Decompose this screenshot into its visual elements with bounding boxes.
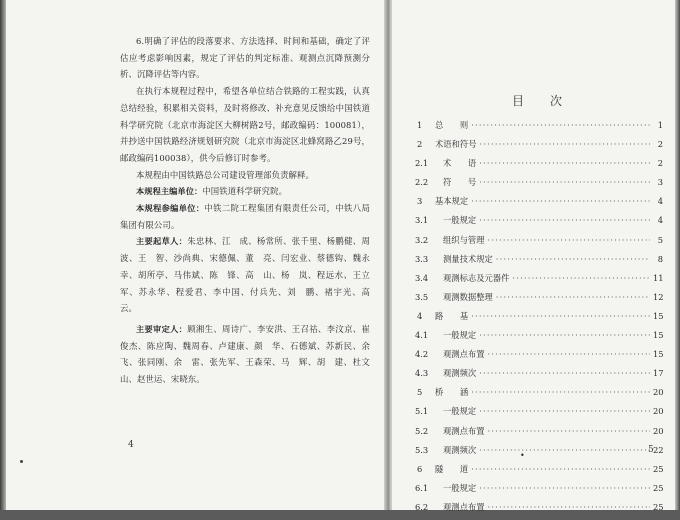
toc-leader-dots <box>479 330 650 340</box>
toc-leader-dots <box>479 483 650 493</box>
toc-entry-page: 2 <box>657 139 663 150</box>
toc-leader-dots <box>479 215 650 225</box>
toc-entry-page: 22 <box>653 444 664 455</box>
scan-dot: • <box>520 451 525 460</box>
participants-line <box>120 200 370 233</box>
toc-entry <box>405 367 663 386</box>
toc-entry-title: 桥 涵 <box>435 387 469 398</box>
toc-entry-number: 4.3 <box>415 368 429 379</box>
toc-entry-title: 一般规定 <box>443 406 477 417</box>
page-number-right: 5 <box>648 445 654 455</box>
reviewers-line <box>120 321 379 388</box>
toc-entry <box>405 272 663 291</box>
toc-leader-dots <box>479 158 650 168</box>
page-edge-shadow <box>0 0 6 510</box>
toc-entry-number: 3.1 <box>415 215 429 226</box>
toc-leader-dots <box>480 139 651 149</box>
toc-leader-dots <box>496 254 650 264</box>
toc-entry-page: 20 <box>653 406 664 417</box>
toc-entry-page: 4 <box>657 215 663 226</box>
toc-entry-title: 测量技术规定 <box>443 253 493 264</box>
toc-entry-title: 术语和符号 <box>435 139 477 150</box>
toc-entry-page: 15 <box>653 330 664 341</box>
toc-entry-number: 4.1 <box>415 330 429 341</box>
toc-leader-dots <box>471 196 650 206</box>
toc-entry-page: 2 <box>657 158 663 169</box>
toc-entry-number: 2.1 <box>415 158 429 169</box>
toc-leader-dots <box>496 292 650 302</box>
toc-entry-number: 1 <box>417 120 423 130</box>
toc-entry <box>405 138 663 157</box>
toc-entry-title: 隧 道 <box>435 463 469 474</box>
editor-in-chief-value: 中国铁道科学研究院。 <box>202 186 288 197</box>
toc-entry-title: 一般规定 <box>443 330 477 341</box>
paragraph-interpretation: 本规程由中国铁路总公司建设管理部负责解释。 <box>136 169 314 180</box>
toc-leader-dots <box>512 273 650 283</box>
paragraph-feedback: 在执行本规程过程中，希望各单位结合铁路的工程实践，认真总结经验，积累相关资料，及时将修改、补充意见反馈给中国铁道科学研究院（北京市海淀区大柳树路2号，邮政编码：100081），并抄送中国铁路经济规划研究院（北京市海淀区北蜂窝路乙29号，邮政编码100038），供今后修订时参考。 <box>120 86 370 163</box>
toc-entry-page: 3 <box>657 177 663 188</box>
toc-entry-title: 基本规定 <box>435 196 469 207</box>
participants-value: 中铁二院工程集团有限责任公司，中铁八局集团有限公司。 <box>120 203 370 230</box>
preface-text <box>120 33 379 388</box>
toc-entry-page: 20 <box>653 387 664 398</box>
toc-entry-number: 4 <box>417 310 423 321</box>
toc-entry-number: 3.4 <box>415 272 429 283</box>
toc-entry <box>405 329 663 348</box>
toc-entry-page: 11 <box>653 272 664 283</box>
participants-label: 本规程参编单位： <box>136 203 205 214</box>
toc-entry-page: 20 <box>653 425 664 436</box>
toc-leader-dots <box>471 311 650 321</box>
toc-entry-number: 2 <box>417 139 423 150</box>
toc-entry-title: 观测标志及元器件 <box>443 272 510 283</box>
toc-leader-dots <box>479 368 650 378</box>
toc-entry-number: 3.2 <box>415 234 429 245</box>
editor-in-chief-label: 本规程主编单位： <box>136 186 203 197</box>
toc-entry <box>405 157 663 176</box>
toc-leader-dots <box>471 387 650 397</box>
toc-leader-dots <box>471 464 650 474</box>
toc-entry-title: 观测点布置 <box>443 425 485 436</box>
toc-entry-title: 观测点布置 <box>443 501 485 512</box>
toc-entry <box>405 119 663 138</box>
toc-entry-number: 5.3 <box>415 444 429 455</box>
toc-entry <box>405 501 663 520</box>
toc-entry-page: 15 <box>653 310 664 321</box>
toc-entry-title: 组织与管理 <box>443 234 485 245</box>
toc-entry-page: 8 <box>657 253 663 264</box>
paragraph-item-6: 6.明确了评估的段落要求、方法选择、时间和基础，确定了评估应考虑影响因素，规定了评估的判定标准、观测点沉降预测分析、沉降评估等内容。 <box>120 36 370 80</box>
table-of-contents <box>405 119 663 520</box>
toc-entry <box>405 310 663 329</box>
toc-entry-page: 12 <box>653 291 664 302</box>
toc-entry <box>405 405 663 424</box>
toc-entry-number: 6 <box>417 463 423 474</box>
toc-leader-dots <box>479 445 650 455</box>
scan-speck <box>20 460 23 463</box>
toc-entry-number: 3.5 <box>415 291 429 302</box>
drafters-value: 朱忠林、江 成、杨常所、张千里、杨鹏健、周 波、王 智、沙尚典、宋德佩、董 亮、闫宏业、蔡德钩、魏永幸、胡所亭、马伟斌、陈 锋、高 山、杨 岚、程远水、王立军、苏永华、程爱君、李中国、付兵先、刘 鹏、褚宇光、高 云。 <box>120 236 379 314</box>
toc-entry-number: 5.1 <box>415 406 429 417</box>
toc-entry-number: 5 <box>417 387 423 398</box>
toc-entry <box>405 253 663 272</box>
toc-leader-dots <box>479 406 650 416</box>
toc-entry <box>405 386 663 405</box>
toc-entry-page: 25 <box>653 501 664 512</box>
toc-entry <box>405 195 663 214</box>
toc-entry-page: 25 <box>653 482 664 493</box>
toc-entry-title: 观测点布置 <box>443 349 485 360</box>
toc-entry <box>405 214 663 233</box>
toc-entry <box>405 176 663 195</box>
toc-entry-title: 观测频次 <box>443 368 477 379</box>
editor-in-chief-line <box>120 183 370 200</box>
toc-entry-title: 观测数据整理 <box>443 291 493 302</box>
toc-entry-page: 5 <box>657 234 663 245</box>
toc-entry-number: 5.2 <box>415 425 429 436</box>
toc-entry-number: 3.3 <box>415 253 429 264</box>
toc-entry <box>405 425 663 444</box>
toc-entry-title: 一般规定 <box>443 482 477 493</box>
toc-entry-title: 符 号 <box>443 177 477 188</box>
toc-entry <box>405 482 663 501</box>
toc-entry <box>405 463 663 482</box>
reviewers-label: 主要审定人： <box>136 323 188 334</box>
toc-entry-number: 3 <box>417 196 423 207</box>
toc-entry-page: 25 <box>653 463 664 474</box>
toc-leader-dots <box>488 235 651 245</box>
toc-entry <box>405 444 663 463</box>
toc-entry <box>405 291 663 310</box>
toc-entry <box>405 348 663 367</box>
page-number-left: 4 <box>128 440 134 450</box>
toc-entry-title: 观测频次 <box>443 444 477 455</box>
drafters-line <box>120 233 379 317</box>
toc-leader-dots <box>479 177 650 187</box>
toc-leader-dots <box>471 120 650 130</box>
drafters-label: 主要起草人： <box>136 236 188 247</box>
toc-entry-number: 4.2 <box>415 349 429 360</box>
toc-title: 目次 <box>512 94 589 108</box>
toc-leader-dots <box>488 349 651 359</box>
toc-entry-title: 路 基 <box>435 310 469 321</box>
toc-leader-dots <box>488 426 651 436</box>
reviewers-value: 顾湘生、周诗广、李安洪、王召祜、李汶京、崔俊杰、陈应陶、魏周春、卢建康、颜 华、石德斌、苏新民、余 飞、张同刚、余 雷、张先军、王森荣、马 辉、胡 建、杜文山、赵世运、宋晓东。 <box>120 323 379 385</box>
toc-entry <box>405 234 663 253</box>
toc-entry-title: 术 语 <box>443 158 477 169</box>
toc-entry-page: 1 <box>657 120 663 130</box>
toc-entry-page: 15 <box>653 349 664 360</box>
toc-entry-number: 6.2 <box>415 501 429 512</box>
toc-entry-page: 17 <box>653 368 664 379</box>
toc-leader-dots <box>488 502 651 512</box>
toc-entry-number: 6.1 <box>415 482 429 493</box>
toc-entry-title: 一般规定 <box>443 215 477 226</box>
page-edge-shadow-right <box>675 0 680 510</box>
toc-entry-page: 4 <box>657 196 663 207</box>
toc-entry-title: 总 则 <box>435 120 469 130</box>
toc-entry-number: 2.2 <box>415 177 429 188</box>
